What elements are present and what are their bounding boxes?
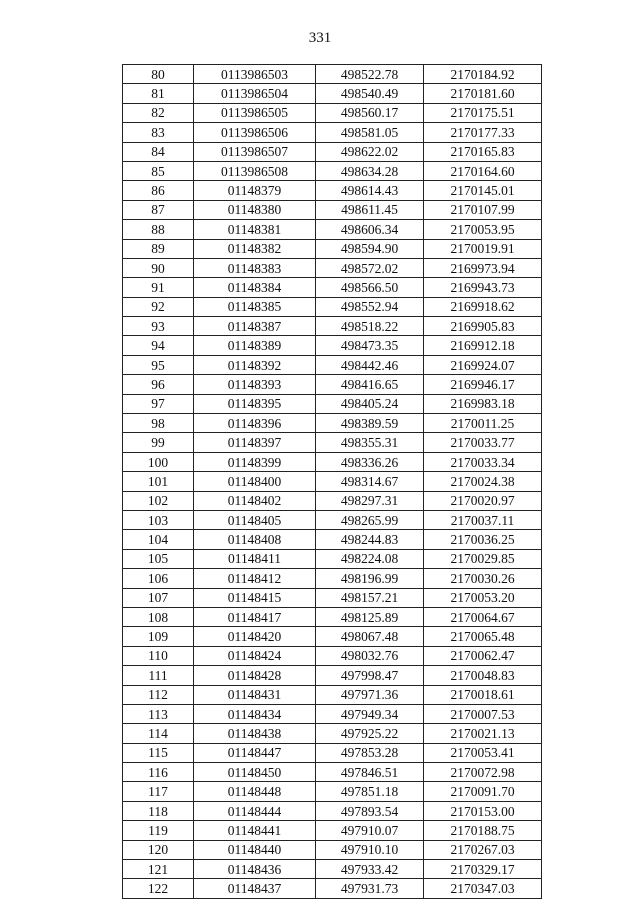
point-number-cell: 122 — [123, 879, 194, 898]
point-number-cell: 98 — [123, 414, 194, 433]
x-coordinate-cell: 498032.76 — [316, 646, 424, 665]
x-coordinate-cell: 497949.34 — [316, 704, 424, 723]
x-coordinate-cell: 497910.10 — [316, 840, 424, 859]
x-coordinate-cell: 498518.22 — [316, 317, 424, 336]
point-id-cell: 01148417 — [194, 607, 316, 626]
y-coordinate-cell: 2169983.18 — [424, 394, 542, 413]
point-number-cell: 88 — [123, 220, 194, 239]
x-coordinate-cell: 498125.89 — [316, 607, 424, 626]
table-row — [123, 375, 542, 394]
y-coordinate-cell: 2169946.17 — [424, 375, 542, 394]
table-row — [123, 491, 542, 510]
point-id-cell: 01148379 — [194, 181, 316, 200]
point-id-cell: 0113986506 — [194, 123, 316, 142]
table-row — [123, 394, 542, 413]
x-coordinate-cell: 498297.31 — [316, 491, 424, 510]
y-coordinate-cell: 2170177.33 — [424, 123, 542, 142]
x-coordinate-cell: 498540.49 — [316, 84, 424, 103]
point-number-cell: 110 — [123, 646, 194, 665]
point-id-cell: 01148438 — [194, 724, 316, 743]
point-number-cell: 85 — [123, 161, 194, 180]
y-coordinate-cell: 2169943.73 — [424, 278, 542, 297]
x-coordinate-cell: 498611.45 — [316, 200, 424, 219]
y-coordinate-cell: 2170033.34 — [424, 452, 542, 471]
point-id-cell: 01148412 — [194, 569, 316, 588]
table-row — [123, 258, 542, 277]
point-number-cell: 94 — [123, 336, 194, 355]
x-coordinate-cell: 498594.90 — [316, 239, 424, 258]
table-row — [123, 743, 542, 762]
y-coordinate-cell: 2170062.47 — [424, 646, 542, 665]
point-number-cell: 105 — [123, 549, 194, 568]
table-row — [123, 646, 542, 665]
x-coordinate-cell: 497971.36 — [316, 685, 424, 704]
table-row — [123, 569, 542, 588]
point-number-cell: 104 — [123, 530, 194, 549]
y-coordinate-cell: 2170019.91 — [424, 239, 542, 258]
point-id-cell: 01148400 — [194, 472, 316, 491]
y-coordinate-cell: 2170347.03 — [424, 879, 542, 898]
point-id-cell: 01148405 — [194, 510, 316, 529]
point-id-cell: 01148399 — [194, 452, 316, 471]
point-number-cell: 92 — [123, 297, 194, 316]
y-coordinate-cell: 2170091.70 — [424, 782, 542, 801]
table-row — [123, 821, 542, 840]
point-id-cell: 01148408 — [194, 530, 316, 549]
point-id-cell: 01148434 — [194, 704, 316, 723]
point-number-cell: 108 — [123, 607, 194, 626]
point-id-cell: 01148444 — [194, 801, 316, 820]
table-row — [123, 607, 542, 626]
coordinates-table — [122, 64, 542, 899]
point-number-cell: 113 — [123, 704, 194, 723]
x-coordinate-cell: 498157.21 — [316, 588, 424, 607]
table-row — [123, 549, 542, 568]
point-number-cell: 112 — [123, 685, 194, 704]
point-id-cell: 01148382 — [194, 239, 316, 258]
x-coordinate-cell: 498067.48 — [316, 627, 424, 646]
y-coordinate-cell: 2170164.60 — [424, 161, 542, 180]
point-id-cell: 01148397 — [194, 433, 316, 452]
point-number-cell: 119 — [123, 821, 194, 840]
x-coordinate-cell: 497853.28 — [316, 743, 424, 762]
y-coordinate-cell: 2169912.18 — [424, 336, 542, 355]
point-number-cell: 83 — [123, 123, 194, 142]
point-number-cell: 117 — [123, 782, 194, 801]
x-coordinate-cell: 498416.65 — [316, 375, 424, 394]
table-row — [123, 317, 542, 336]
y-coordinate-cell: 2170064.67 — [424, 607, 542, 626]
table-row — [123, 103, 542, 122]
x-coordinate-cell: 497910.07 — [316, 821, 424, 840]
point-id-cell: 01148450 — [194, 763, 316, 782]
point-id-cell: 01148393 — [194, 375, 316, 394]
y-coordinate-cell: 2170053.95 — [424, 220, 542, 239]
x-coordinate-cell: 498622.02 — [316, 142, 424, 161]
x-coordinate-cell: 498336.26 — [316, 452, 424, 471]
point-number-cell: 120 — [123, 840, 194, 859]
x-coordinate-cell: 497998.47 — [316, 666, 424, 685]
x-coordinate-cell: 498634.28 — [316, 161, 424, 180]
point-number-cell: 84 — [123, 142, 194, 161]
table-row — [123, 627, 542, 646]
point-id-cell: 01148387 — [194, 317, 316, 336]
y-coordinate-cell: 2170021.13 — [424, 724, 542, 743]
point-id-cell: 0113986508 — [194, 161, 316, 180]
point-id-cell: 01148428 — [194, 666, 316, 685]
table-row — [123, 510, 542, 529]
point-number-cell: 109 — [123, 627, 194, 646]
point-number-cell: 89 — [123, 239, 194, 258]
y-coordinate-cell: 2170048.83 — [424, 666, 542, 685]
x-coordinate-cell: 498522.78 — [316, 65, 424, 84]
point-id-cell: 01148437 — [194, 879, 316, 898]
y-coordinate-cell: 2170329.17 — [424, 860, 542, 879]
point-id-cell: 01148380 — [194, 200, 316, 219]
x-coordinate-cell: 498606.34 — [316, 220, 424, 239]
point-number-cell: 102 — [123, 491, 194, 510]
x-coordinate-cell: 497846.51 — [316, 763, 424, 782]
point-id-cell: 01148441 — [194, 821, 316, 840]
table-row — [123, 142, 542, 161]
y-coordinate-cell: 2170188.75 — [424, 821, 542, 840]
x-coordinate-cell: 498560.17 — [316, 103, 424, 122]
point-number-cell: 91 — [123, 278, 194, 297]
point-number-cell: 99 — [123, 433, 194, 452]
y-coordinate-cell: 2170033.77 — [424, 433, 542, 452]
table-row — [123, 84, 542, 103]
point-number-cell: 90 — [123, 258, 194, 277]
table-row — [123, 685, 542, 704]
point-number-cell: 114 — [123, 724, 194, 743]
table-row — [123, 181, 542, 200]
table-row — [123, 588, 542, 607]
table-row — [123, 724, 542, 743]
x-coordinate-cell: 498614.43 — [316, 181, 424, 200]
table-row — [123, 840, 542, 859]
point-id-cell: 01148436 — [194, 860, 316, 879]
y-coordinate-cell: 2170011.25 — [424, 414, 542, 433]
table-row — [123, 801, 542, 820]
table-row — [123, 336, 542, 355]
table-row — [123, 472, 542, 491]
point-id-cell: 01148384 — [194, 278, 316, 297]
x-coordinate-cell: 497931.73 — [316, 879, 424, 898]
x-coordinate-cell: 497893.54 — [316, 801, 424, 820]
x-coordinate-cell: 497925.22 — [316, 724, 424, 743]
y-coordinate-cell: 2170029.85 — [424, 549, 542, 568]
point-id-cell: 01148389 — [194, 336, 316, 355]
y-coordinate-cell: 2170145.01 — [424, 181, 542, 200]
point-id-cell: 01148383 — [194, 258, 316, 277]
point-number-cell: 115 — [123, 743, 194, 762]
point-number-cell: 107 — [123, 588, 194, 607]
table-row — [123, 65, 542, 84]
table-row — [123, 161, 542, 180]
x-coordinate-cell: 498581.05 — [316, 123, 424, 142]
point-id-cell: 0113986504 — [194, 84, 316, 103]
y-coordinate-cell: 2170037.11 — [424, 510, 542, 529]
y-coordinate-cell: 2169924.07 — [424, 355, 542, 374]
coordinates-table-body — [123, 65, 542, 899]
point-number-cell: 82 — [123, 103, 194, 122]
point-number-cell: 116 — [123, 763, 194, 782]
point-number-cell: 121 — [123, 860, 194, 879]
point-id-cell: 01148381 — [194, 220, 316, 239]
x-coordinate-cell: 498566.50 — [316, 278, 424, 297]
y-coordinate-cell: 2170036.25 — [424, 530, 542, 549]
page-number: 331 — [308, 30, 332, 46]
y-coordinate-cell: 2170053.20 — [424, 588, 542, 607]
point-id-cell: 01148424 — [194, 646, 316, 665]
table-row — [123, 220, 542, 239]
point-id-cell: 01148440 — [194, 840, 316, 859]
point-id-cell: 0113986503 — [194, 65, 316, 84]
y-coordinate-cell: 2170153.00 — [424, 801, 542, 820]
x-coordinate-cell: 498196.99 — [316, 569, 424, 588]
y-coordinate-cell: 2170065.48 — [424, 627, 542, 646]
table-row — [123, 860, 542, 879]
x-coordinate-cell: 498572.02 — [316, 258, 424, 277]
point-id-cell: 01148420 — [194, 627, 316, 646]
point-number-cell: 97 — [123, 394, 194, 413]
table-row — [123, 355, 542, 374]
x-coordinate-cell: 498389.59 — [316, 414, 424, 433]
point-number-cell: 86 — [123, 181, 194, 200]
point-number-cell: 95 — [123, 355, 194, 374]
point-number-cell: 87 — [123, 200, 194, 219]
table-row — [123, 433, 542, 452]
point-number-cell: 100 — [123, 452, 194, 471]
point-id-cell: 01148402 — [194, 491, 316, 510]
y-coordinate-cell: 2170175.51 — [424, 103, 542, 122]
x-coordinate-cell: 498244.83 — [316, 530, 424, 549]
point-number-cell: 101 — [123, 472, 194, 491]
point-number-cell: 111 — [123, 666, 194, 685]
y-coordinate-cell: 2170053.41 — [424, 743, 542, 762]
table-row — [123, 123, 542, 142]
point-id-cell: 01148431 — [194, 685, 316, 704]
y-coordinate-cell: 2170024.38 — [424, 472, 542, 491]
y-coordinate-cell: 2170267.03 — [424, 840, 542, 859]
point-id-cell: 01148447 — [194, 743, 316, 762]
y-coordinate-cell: 2170030.26 — [424, 569, 542, 588]
y-coordinate-cell: 2169918.62 — [424, 297, 542, 316]
point-number-cell: 96 — [123, 375, 194, 394]
table-row — [123, 666, 542, 685]
x-coordinate-cell: 497851.18 — [316, 782, 424, 801]
table-row — [123, 452, 542, 471]
table-row — [123, 530, 542, 549]
point-id-cell: 01148415 — [194, 588, 316, 607]
x-coordinate-cell: 498405.24 — [316, 394, 424, 413]
x-coordinate-cell: 498442.46 — [316, 355, 424, 374]
table-row — [123, 704, 542, 723]
y-coordinate-cell: 2170165.83 — [424, 142, 542, 161]
point-id-cell: 01148385 — [194, 297, 316, 316]
y-coordinate-cell: 2170181.60 — [424, 84, 542, 103]
y-coordinate-cell: 2170184.92 — [424, 65, 542, 84]
point-id-cell: 0113986507 — [194, 142, 316, 161]
point-number-cell: 106 — [123, 569, 194, 588]
point-id-cell: 0113986505 — [194, 103, 316, 122]
y-coordinate-cell: 2170107.99 — [424, 200, 542, 219]
y-coordinate-cell: 2170072.98 — [424, 763, 542, 782]
x-coordinate-cell: 498224.08 — [316, 549, 424, 568]
table-row — [123, 278, 542, 297]
table-row — [123, 200, 542, 219]
x-coordinate-cell: 498473.35 — [316, 336, 424, 355]
point-id-cell: 01148392 — [194, 355, 316, 374]
point-id-cell: 01148448 — [194, 782, 316, 801]
point-id-cell: 01148411 — [194, 549, 316, 568]
x-coordinate-cell: 498355.31 — [316, 433, 424, 452]
x-coordinate-cell: 498552.94 — [316, 297, 424, 316]
y-coordinate-cell: 2170018.61 — [424, 685, 542, 704]
y-coordinate-cell: 2170007.53 — [424, 704, 542, 723]
x-coordinate-cell: 498265.99 — [316, 510, 424, 529]
table-row — [123, 414, 542, 433]
y-coordinate-cell: 2169973.94 — [424, 258, 542, 277]
point-number-cell: 80 — [123, 65, 194, 84]
x-coordinate-cell: 498314.67 — [316, 472, 424, 491]
table-row — [123, 297, 542, 316]
point-number-cell: 103 — [123, 510, 194, 529]
table-row — [123, 879, 542, 898]
point-id-cell: 01148395 — [194, 394, 316, 413]
y-coordinate-cell: 2169905.83 — [424, 317, 542, 336]
table-row — [123, 782, 542, 801]
point-number-cell: 118 — [123, 801, 194, 820]
point-id-cell: 01148396 — [194, 414, 316, 433]
table-row — [123, 763, 542, 782]
point-number-cell: 93 — [123, 317, 194, 336]
x-coordinate-cell: 497933.42 — [316, 860, 424, 879]
y-coordinate-cell: 2170020.97 — [424, 491, 542, 510]
table-row — [123, 239, 542, 258]
point-number-cell: 81 — [123, 84, 194, 103]
